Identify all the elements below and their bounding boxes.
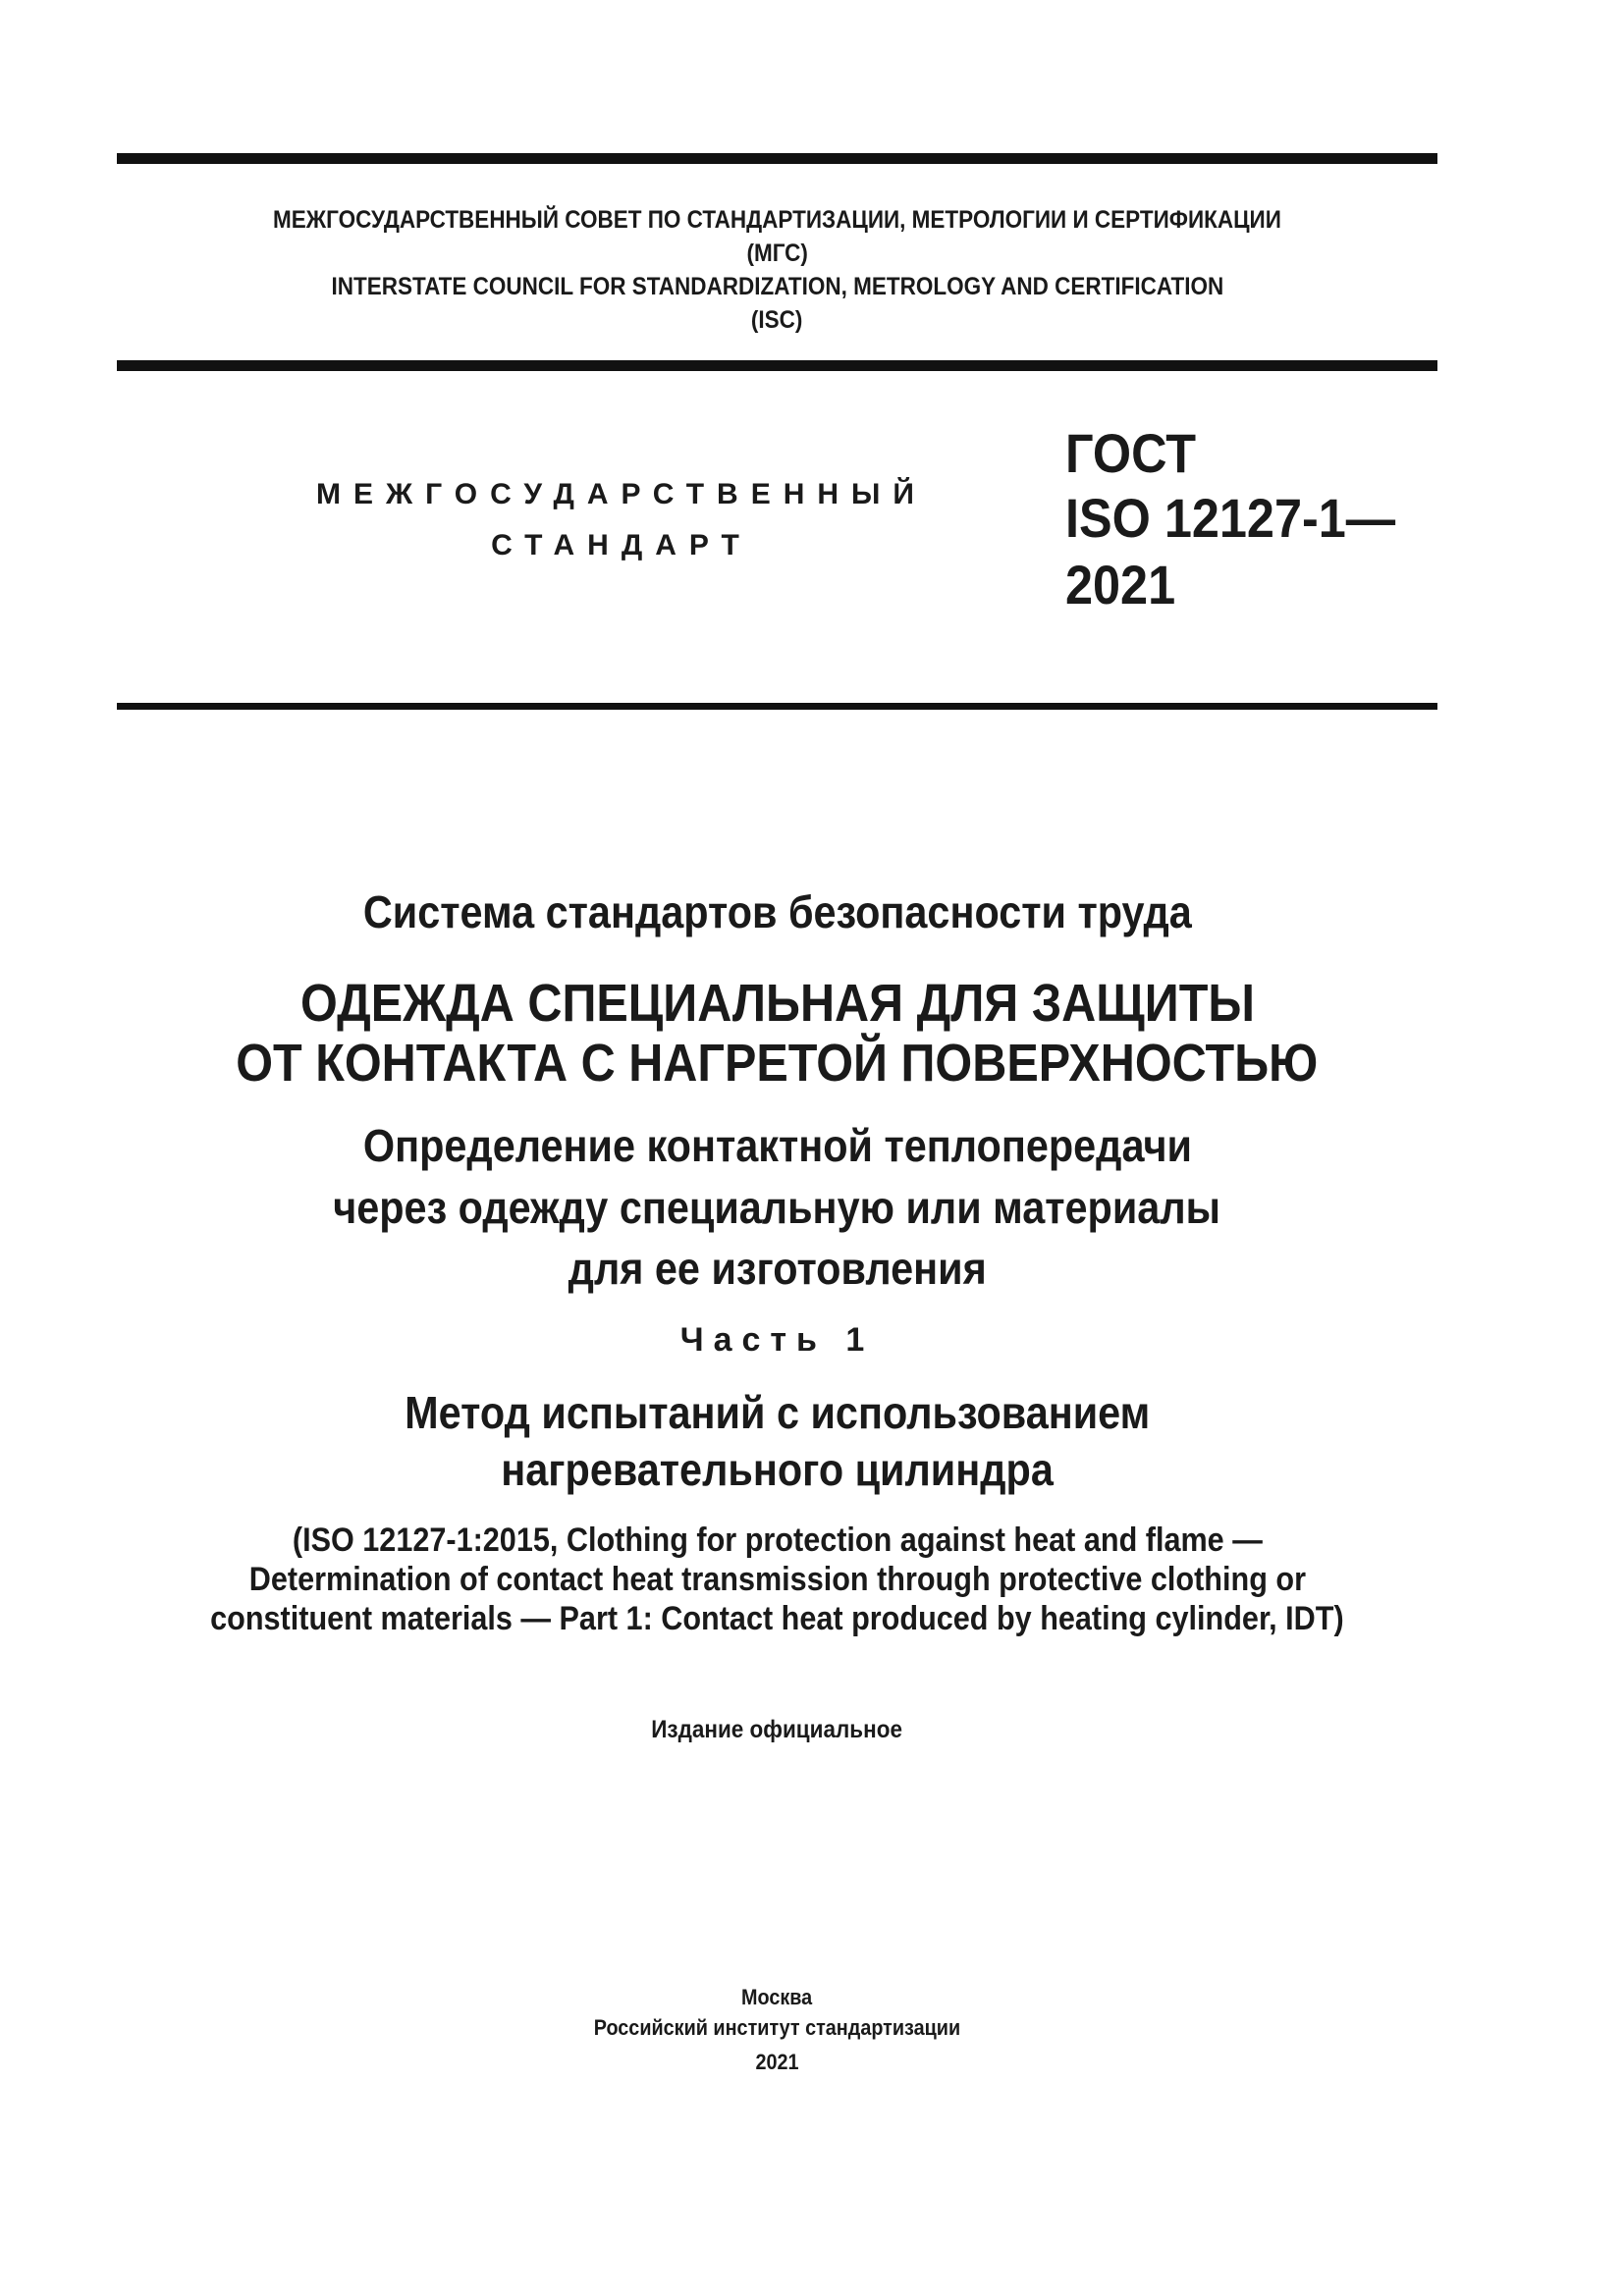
designation-line2: ISO 12127-1— xyxy=(1065,487,1396,549)
council-en-abbr: (ISC) xyxy=(751,306,803,334)
method-line2: нагревательного цилиндра xyxy=(501,1444,1054,1495)
part-label: Часть 1 xyxy=(679,1321,875,1359)
standard-type-line1: МЕЖГОСУДАРСТВЕННЫЙ xyxy=(316,478,927,510)
imprint-year: 2021 xyxy=(755,2050,799,2074)
top-rule xyxy=(117,153,1437,164)
council-ru: МЕЖГОСУДАРСТВЕННЫЙ СОВЕТ ПО СТАНДАРТИЗАЦИИ, МЕТРОЛОГИИ И СЕРТИФИКАЦИИ xyxy=(273,206,1281,234)
council-en: INTERSTATE COUNCIL FOR STANDARDIZATION, METROLOGY AND CERTIFICATION xyxy=(331,273,1223,300)
main-title-line1: ОДЕЖДА СПЕЦИАЛЬНАЯ ДЛЯ ЗАЩИТЫ xyxy=(299,974,1255,1033)
standard-type-line2: СТАНДАРТ xyxy=(491,529,752,561)
subtitle-line1: Определение контактной теплопередачи xyxy=(362,1120,1192,1171)
middle-rule xyxy=(117,360,1437,371)
subtitle-line3: для ее изготовления xyxy=(568,1243,987,1294)
imprint-city: Москва xyxy=(741,1985,813,2009)
designation-line3: 2021 xyxy=(1065,554,1176,615)
iso-ref-line1: (ISO 12127-1:2015, Clothing for protection against heat and flame — xyxy=(292,1522,1263,1559)
iso-ref-line3: constituent materials — Part 1: Contact heat produced by heating cylinder, IDT) xyxy=(210,1600,1344,1637)
method-line1: Метод испытаний с использованием xyxy=(404,1387,1151,1438)
council-ru-abbr: (МГС) xyxy=(746,240,808,267)
designation-line1: ГОСТ xyxy=(1065,422,1197,484)
system-title: Система стандартов безопасности труда xyxy=(362,886,1192,937)
main-title-line2: ОТ КОНТАКТА С НАГРЕТОЙ ПОВЕРХНОСТЬЮ xyxy=(236,1034,1319,1093)
iso-ref-line2: Determination of contact heat transmission through protective clothing or xyxy=(248,1561,1306,1598)
subtitle-line2: через одежду специальную или материалы xyxy=(333,1182,1221,1233)
bottom-rule xyxy=(117,703,1437,710)
imprint-publisher: Российский институт стандартизации xyxy=(593,2015,961,2040)
edition: Издание официальное xyxy=(651,1716,903,1743)
